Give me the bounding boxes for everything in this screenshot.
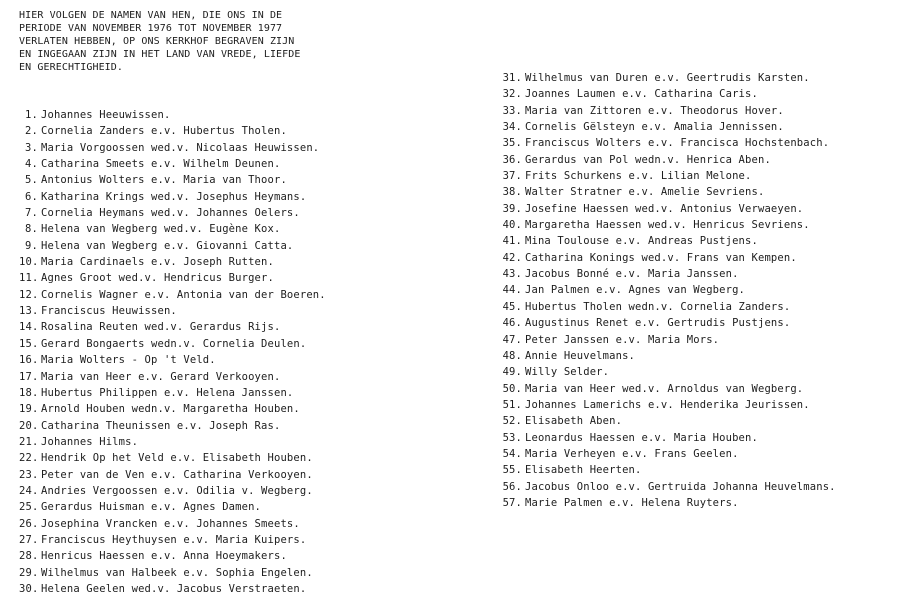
list-item [501, 86, 836, 102]
list-item [501, 397, 836, 413]
list-item [19, 254, 326, 270]
entry-name: Katharina Krings wed.v. Josephus Heymans. [41, 190, 307, 203]
entry-name: Henricus Haessen e.v. Anna Hoeymakers. [41, 550, 287, 563]
list-item [19, 369, 326, 385]
list-item [501, 381, 836, 397]
entry-number: 25. [19, 501, 39, 514]
entry-number: 39. [502, 202, 522, 215]
entry-name: Walter Stratner e.v. Amelie Sevriens. [525, 186, 765, 199]
entry-name: Andries Vergoossen e.v. Odilia v. Wegberg. [41, 484, 313, 497]
entry-name: Catharina Smeets e.v. Wilhelm Deunen. [41, 158, 281, 171]
entry-number: 35. [502, 137, 522, 150]
entry-name: Helena van Wegberg wed.v. Eugène Kox. [41, 223, 281, 236]
entry-number: 29. [19, 566, 39, 579]
entry-name: Maria Vorgoossen wed.v. Nicolaas Heuwissen. [41, 141, 320, 154]
entry-name: Rosalina Reuten wed.v. Gerardus Rijs. [41, 321, 281, 334]
list-item [501, 217, 836, 233]
list-item [19, 467, 326, 483]
entry-name: Cornelia Zanders e.v. Hubertus Tholen. [41, 125, 287, 138]
entry-number: 3. [25, 141, 38, 154]
entry-number: 37. [502, 170, 522, 183]
list-item [501, 168, 836, 184]
list-item [19, 221, 326, 237]
entry-name: Leonardus Haessen e.v. Maria Houben. [525, 431, 758, 444]
intro-line: EN INGEGAAN ZIJN IN HET LAND VAN VREDE, LIEFDE [19, 49, 301, 60]
entry-name: Peter Janssen e.v. Maria Mors. [525, 333, 720, 346]
intro-line: VERLATEN HEBBEN, OP ONS KERKHOF BEGRAVEN ZIJN [19, 36, 295, 47]
intro-line: HIER VOLGEN DE NAMEN VAN HEN, DIE ONS IN DE [19, 10, 283, 21]
entry-number: 14. [19, 321, 39, 334]
entry-name: Gerardus van Pol wedn.v. Henrica Aben. [525, 153, 771, 166]
entry-name: Mina Toulouse e.v. Andreas Pustjens. [525, 235, 758, 248]
entry-number: 5. [25, 174, 38, 187]
list-item [19, 189, 326, 205]
entry-name: Josephina Vrancken e.v. Johannes Smeets. [41, 517, 300, 530]
entry-number: 1. [25, 109, 38, 121]
list-item [501, 479, 836, 495]
list-item [19, 385, 326, 401]
list-item [501, 332, 836, 348]
entry-number: 17. [19, 370, 39, 383]
entry-number: 44. [502, 284, 522, 297]
list-item [19, 532, 326, 548]
entry-name: Hubertus Tholen wedn.v. Cornelia Zanders. [525, 300, 791, 313]
names-list-left [19, 107, 326, 597]
list-item [19, 516, 326, 532]
entry-name: Hubertus Philippen e.v. Helena Janssen. [41, 386, 294, 399]
entry-number: 4. [25, 158, 38, 171]
entry-number: 15. [19, 337, 39, 350]
entry-number: 22. [19, 452, 39, 465]
entry-number: 40. [502, 219, 522, 232]
list-item [19, 434, 326, 450]
entry-number: 26. [19, 517, 39, 530]
names-list-right [501, 70, 836, 511]
list-item [19, 352, 326, 368]
list-item [19, 287, 326, 303]
entry-name: Gerardus Huisman e.v. Agnes Damen. [41, 501, 262, 514]
entry-number: 51. [502, 398, 522, 411]
entry-name: Frits Schurkens e.v. Lilian Melone. [525, 170, 752, 183]
entry-name: Johannes Heeuwissen. [41, 109, 171, 121]
list-item [501, 103, 836, 119]
list-item [19, 499, 326, 515]
entry-name: Maria Verheyen e.v. Frans Geelen. [525, 447, 739, 460]
entry-number: 12. [19, 288, 39, 301]
entry-name: Johannes Hilms. [41, 435, 139, 448]
entry-name: Agnes Groot wed.v. Hendricus Burger. [41, 272, 274, 285]
list-item [19, 172, 326, 188]
entry-name: Gerard Bongaerts wedn.v. Cornelia Deulen. [41, 337, 307, 350]
entry-number: 6. [25, 190, 38, 203]
entry-name: Josefine Haessen wed.v. Antonius Verwaeyen. [525, 202, 804, 215]
list-item [19, 107, 326, 123]
entry-number: 20. [19, 419, 39, 432]
entry-number: 45. [502, 300, 522, 313]
list-item [501, 70, 836, 86]
entry-number: 28. [19, 550, 39, 563]
entry-name: Franciscus Heythuysen e.v. Maria Kuipers. [41, 533, 307, 546]
intro-line: EN GERECHTIGHEID. [19, 62, 124, 73]
entry-number: 54. [502, 447, 522, 460]
entry-name: Cornelis Wagner e.v. Antonia van der Boeren. [41, 288, 326, 301]
entry-name: Maria van Heer wed.v. Arnoldus van Wegberg. [525, 382, 804, 395]
entry-name: Jan Palmen e.v. Agnes van Wegberg. [525, 284, 746, 297]
entry-number: 11. [19, 272, 39, 285]
list-item [19, 548, 326, 564]
entry-name: Helena van Wegberg e.v. Giovanni Catta. [41, 239, 294, 252]
entry-name: Elisabeth Aben. [525, 415, 623, 428]
list-item [501, 299, 836, 315]
list-item [501, 462, 836, 478]
list-item [501, 152, 836, 168]
list-item [501, 250, 836, 266]
entry-name: Augustinus Renet e.v. Gertrudis Pustjens. [525, 317, 791, 330]
list-item [501, 413, 836, 429]
list-item [501, 201, 836, 217]
list-item [501, 266, 836, 282]
list-item [501, 348, 836, 364]
list-item [19, 418, 326, 434]
list-item [19, 270, 326, 286]
entry-name: Marie Palmen e.v. Helena Ruyters. [525, 496, 739, 509]
entry-name: Arnold Houben wedn.v. Margaretha Houben. [41, 403, 300, 416]
entry-number: 53. [502, 431, 522, 444]
list-item [501, 364, 836, 380]
entry-number: 23. [19, 468, 39, 481]
entry-number: 2. [25, 125, 38, 138]
entry-number: 42. [502, 251, 522, 264]
entry-name: Franciscus Wolters e.v. Francisca Hochstenbach. [525, 137, 830, 150]
entry-number: 9. [25, 239, 38, 252]
list-item [501, 430, 836, 446]
entry-name: Hendrik Op het Veld e.v. Elisabeth Houben. [41, 452, 313, 465]
list-item [501, 282, 836, 298]
entry-name: Peter van de Ven e.v. Catharina Verkooyen. [41, 468, 313, 481]
entry-number: 33. [502, 104, 522, 117]
entry-name: Johannes Lamerichs e.v. Henderika Jeurissen. [525, 398, 810, 411]
entry-name: Willy Selder. [525, 366, 610, 379]
entry-name: Cornelis Gëlsteyn e.v. Amalia Jennissen. [525, 121, 784, 134]
entry-number: 57. [502, 496, 522, 509]
entry-number: 52. [502, 415, 522, 428]
list-item [19, 565, 326, 581]
entry-number: 31. [502, 72, 522, 84]
entry-name: Catharina Theunissen e.v. Joseph Ras. [41, 419, 281, 432]
entry-number: 41. [502, 235, 522, 248]
list-item [19, 303, 326, 319]
list-item [19, 450, 326, 466]
entry-number: 30. [19, 582, 39, 595]
list-item [501, 184, 836, 200]
entry-number: 50. [502, 382, 522, 395]
list-item [501, 315, 836, 331]
entry-number: 7. [25, 207, 38, 220]
list-item [19, 401, 326, 417]
entry-number: 34. [502, 121, 522, 134]
entry-name: Catharina Konings wed.v. Frans van Kempen. [525, 251, 797, 264]
list-item [501, 233, 836, 249]
entry-name: Helena Geelen wed.v. Jacobus Verstraeten. [41, 582, 307, 595]
entry-name: Maria van Heer e.v. Gerard Verkooyen. [41, 370, 281, 383]
list-item [19, 205, 326, 221]
list-item [19, 156, 326, 172]
entry-number: 48. [502, 349, 522, 362]
entry-number: 46. [502, 317, 522, 330]
entry-number: 36. [502, 153, 522, 166]
entry-number: 21. [19, 435, 39, 448]
entry-name: Jacobus Bonné e.v. Maria Janssen. [525, 268, 739, 281]
list-item [19, 140, 326, 156]
list-item [19, 319, 326, 335]
entry-number: 19. [19, 403, 39, 416]
entry-number: 38. [502, 186, 522, 199]
entry-name: Jacobus Onloo e.v. Gertruida Johanna Heuvelmans. [525, 480, 836, 493]
entry-number: 47. [502, 333, 522, 346]
entry-number: 49. [502, 366, 522, 379]
list-item [19, 483, 326, 499]
entry-name: Antonius Wolters e.v. Maria van Thoor. [41, 174, 287, 187]
intro-text [19, 9, 399, 74]
entry-number: 24. [19, 484, 39, 497]
list-item [501, 135, 836, 151]
entry-name: Maria Wolters - Op 't Veld. [41, 354, 216, 367]
entry-name: Wilhelmus van Duren e.v. Geertrudis Karsten. [525, 72, 810, 84]
entry-number: 55. [502, 464, 522, 477]
entry-name: Annie Heuvelmans. [525, 349, 636, 362]
list-item [501, 119, 836, 135]
entry-number: 8. [25, 223, 38, 236]
entry-number: 10. [19, 256, 39, 269]
intro-line: PERIODE VAN NOVEMBER 1976 TOT NOVEMBER 1977 [19, 23, 283, 34]
entry-number: 13. [19, 305, 39, 318]
entry-name: Franciscus Heuwissen. [41, 305, 177, 318]
list-item [501, 495, 836, 511]
entry-number: 16. [19, 354, 39, 367]
entry-name: Maria van Zittoren e.v. Theodorus Hover. [525, 104, 784, 117]
entry-name: Elisabeth Heerten. [525, 464, 642, 477]
list-item [19, 581, 326, 597]
entry-number: 56. [502, 480, 522, 493]
entry-number: 32. [502, 88, 522, 101]
list-item [19, 123, 326, 139]
entry-number: 18. [19, 386, 39, 399]
entry-name: Wilhelmus van Halbeek e.v. Sophia Engelen. [41, 566, 313, 579]
list-item [19, 336, 326, 352]
entry-name: Maria Cardinaels e.v. Joseph Rutten. [41, 256, 274, 269]
entry-name: Cornelia Heymans wed.v. Johannes Oelers. [41, 207, 300, 220]
entry-name: Joannes Laumen e.v. Catharina Caris. [525, 88, 758, 101]
entry-number: 43. [502, 268, 522, 281]
list-item [19, 238, 326, 254]
entry-number: 27. [19, 533, 39, 546]
entry-name: Margaretha Haessen wed.v. Henricus Sevriens. [525, 219, 810, 232]
list-item [501, 446, 836, 462]
